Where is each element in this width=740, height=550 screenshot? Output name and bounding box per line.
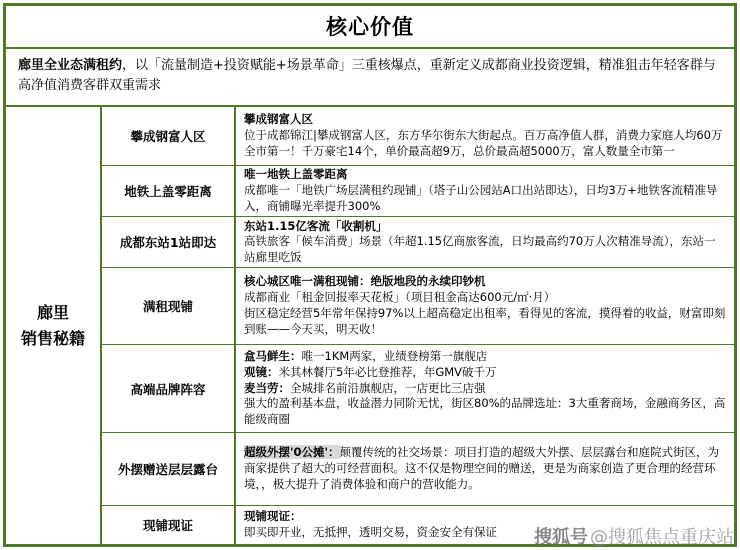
content-line: 位于成都锦江|攀成钢富人区，东方华尔街东大街起点。百万高净值人群，消费力家庭人均60万全市第一！千万豪宅14个，单价最高超9万，总价最高超5000万，富人数量全市第一 xyxy=(244,128,723,159)
row-content-terrace xyxy=(236,432,734,505)
content-line: 街区稳定经营5年常年保持97%以上超高稳定出租率，看得见的客流，摸得着的收益，财富即刻到账——今天买，明天收！ xyxy=(244,306,726,336)
page-title: 核心价值 xyxy=(6,6,734,49)
content-line: 攀成钢富人区 xyxy=(244,112,313,127)
sidebar-label-line2: 销售秘籍 xyxy=(20,328,85,348)
value-table xyxy=(6,107,734,544)
content-line: 成都唯一「地铁广场层满租约现铺」（塔子山公园站A口出站即达），日均3万+地铁客流精准导入，商铺曝光率提升300% xyxy=(244,183,718,214)
intro-lead: 廊里全业态满租约 xyxy=(18,58,123,73)
row-header-ready-shop: 现铺现证 xyxy=(102,505,236,544)
content-line: 观镜：米其林餐厅5年必比登推荐，年GMV破千万 xyxy=(244,364,497,379)
sidebar-label xyxy=(6,107,102,544)
row-header-full-lease: 满租现铺 xyxy=(102,267,236,343)
row-content-rich-area xyxy=(236,107,734,165)
content-line: 即买即开业，无抵押，透明交易，资金安全有保证 xyxy=(244,524,497,539)
row-header-metro: 地铁上盖零距离 xyxy=(102,165,236,216)
content-line: 盒马鲜生：唯一1KM两家，业绩登榜第一旗舰店 xyxy=(244,348,488,363)
document-page xyxy=(3,3,737,547)
content-line: 麦当劳：全城排名前沿旗舰店，一店更比三店强 xyxy=(244,380,486,395)
row-header-rich-area: 攀成钢富人区 xyxy=(102,107,236,165)
content-line: 唯一地铁上盖零距离 xyxy=(244,167,348,182)
row-header-brands: 高端品牌阵容 xyxy=(102,344,236,432)
content-line: 强大的盈利基本盘，收益潜力同阶无忧，街区80%的品牌选址：3大重奢商场，金融商务区，高能级商圈 xyxy=(244,396,726,427)
intro-paragraph xyxy=(6,49,734,107)
content-line: 核心城区唯一满租现铺：绝版地段的永续印钞机 xyxy=(244,274,486,289)
row-content-metro xyxy=(236,165,734,216)
row-header-terrace: 外摆赠送层层露台 xyxy=(102,432,236,505)
content-line: 成都商业「租金回报率天花板」（项目租金高达600元/㎡·月） xyxy=(244,290,556,305)
row-content-ready-shop xyxy=(236,505,734,544)
row-content-brands xyxy=(236,344,734,432)
row-header-east-station: 成都东站1站即达 xyxy=(102,216,236,267)
intro-rest: ，以「流量制造+投资赋能+场景革命」三重核爆点，重新定义成都商业投资逻辑，精准狙击年轻客群与高净值消费客群双重需求 xyxy=(18,58,716,94)
content-line: 东站1.15亿客流「收割机」 xyxy=(244,218,388,233)
watermark-logo: 搜狐号 xyxy=(534,527,588,548)
row-content-full-lease xyxy=(236,267,734,343)
row-content-east-station xyxy=(236,216,734,267)
sidebar-label-line1: 廊里 xyxy=(36,303,69,323)
content-line: 高铁旅客「候车消费」场景（年超1.15亿商旅客流，日均最高约70万人次精准导流），东站一站廊里吃饭 xyxy=(244,234,716,265)
content-line: 现铺现证： xyxy=(244,509,302,524)
content-line: 超级外摆'0公摊'：颠覆传统的社交场景：项目打造的超级大外摆、层层露台和庭院式街区，为商家提供了超大的可经营面积。这不仅是物理空间的赠送，更是为商家创造了更合理的经营环境，，极大提升了消费体验和商户的营收能力。 xyxy=(244,445,720,491)
watermark-text: @搜狐焦点重庆站 xyxy=(590,527,734,548)
